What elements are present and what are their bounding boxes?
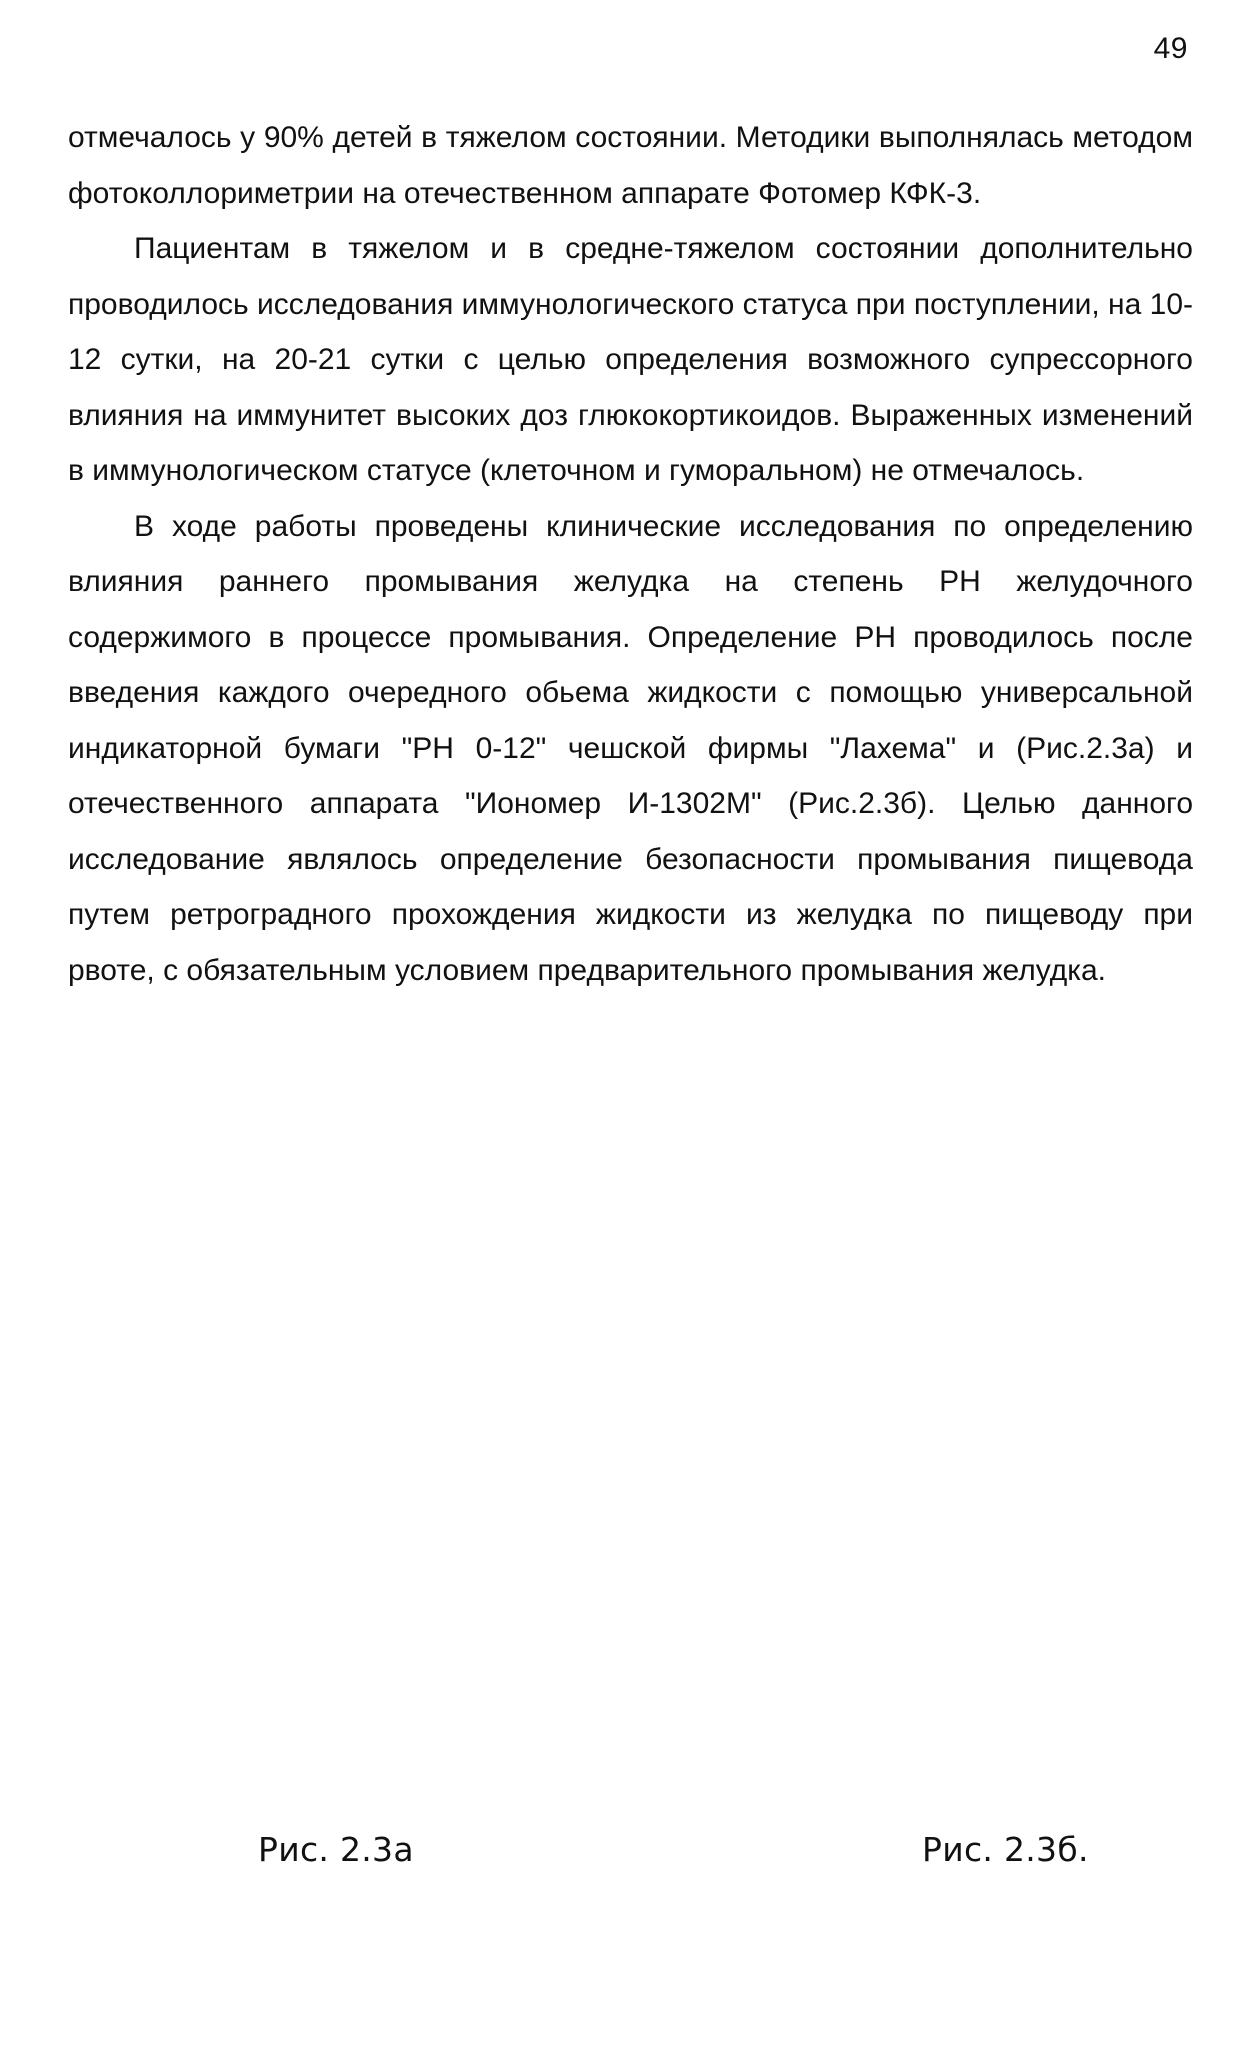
figure-caption-b: Рис. 2.3б. (922, 1830, 1089, 1869)
page-number: 49 (1153, 32, 1188, 65)
figure-caption-a: Рис. 2.3а (258, 1830, 414, 1869)
paragraph-1: отмечалось у 90% детей в тяжелом состоянии. Методики выполнялась методом фотоколлориметрии на отечественном аппарате Фотомер КФК-3. (68, 121, 1193, 210)
paragraph-3: В ходе работы проведены клинические исследования по определению влияния раннего промывания желудка на степень РН желудочного содержимого в процессе промывания. Определение РН проводилось после введения каждого очередного обьема жидкости с помощью универсальной индикаторной бумаги "РН 0-12" чешской фирмы "Лахема" и (Рис.2.3а) и отечественного аппарата "Иономер И-1302М" (Рис.2.3б). Целью данного исследование являлось определение безопасности промывания пищевода путем ретроградного прохождения жидкости из желудка по пищеводу при рвоте, с обязательным условием предварительного промывания желудка. (68, 509, 1193, 987)
body-text (68, 110, 1193, 998)
paragraph-2: Пациентам в тяжелом и в средне-тяжелом состоянии дополнительно проводилось исследования иммунологического статуса при поступлении, на 10-12 сутки, на 20-21 сутки с целью определения возможного супрессорного влияния на иммунитет высоких доз глюкокортикоидов. Выраженных изменений в иммунологическом статусе (клеточном и гуморальном) не отмечалось. (68, 232, 1193, 487)
